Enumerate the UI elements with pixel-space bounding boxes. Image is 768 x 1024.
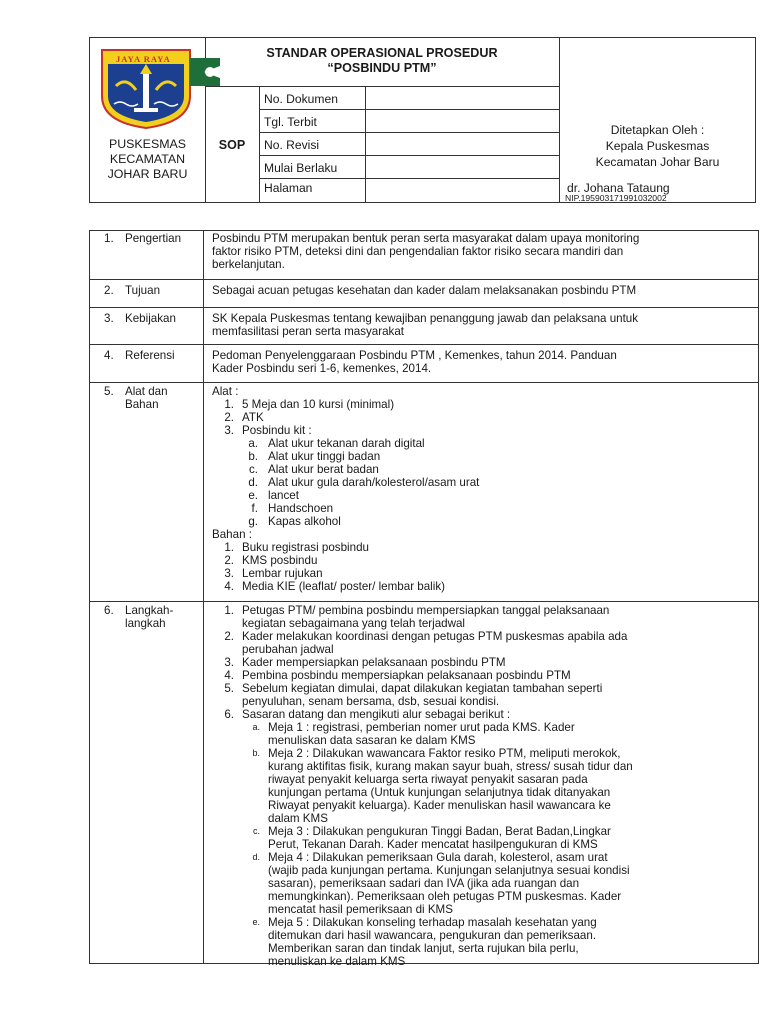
jaya-raya-logo xyxy=(98,46,198,128)
meja-item xyxy=(212,721,752,734)
meja-item-continuation xyxy=(212,773,752,786)
list-text: Posbindu kit : xyxy=(242,424,312,437)
organization-name xyxy=(90,137,205,182)
list-text: Buku registrasi posbindu xyxy=(242,541,369,554)
signer-line-3: Kecamatan Johar Baru xyxy=(595,155,720,169)
section-number: 3. xyxy=(104,312,114,325)
meja-item-continuation xyxy=(212,838,752,851)
step-item xyxy=(212,604,752,617)
meja-text: kurang aktifitas fisik, kurang makan sayur buah, stress/ susah tidur dan xyxy=(268,760,633,773)
meja-item-continuation xyxy=(212,734,752,747)
body-line: Pedoman Penyelenggaraan Posbindu PTM , Kemenkes, tahun 2014. Panduan xyxy=(212,349,617,362)
meta-halaman: Halaman xyxy=(264,181,313,195)
list-text: ATK xyxy=(242,411,264,424)
step-item-continuation xyxy=(212,643,752,656)
org-line-1: PUSKESMAS xyxy=(108,137,187,151)
list-text: Alat ukur tinggi badan xyxy=(268,450,381,463)
section-body-kebijakan xyxy=(212,312,752,338)
meja-text: menuliskan ke dalam KMS xyxy=(268,955,406,968)
section-number: 2. xyxy=(104,284,114,297)
step-text: Kader mempersiapkan pelaksanaan posbindu PTM xyxy=(242,656,506,669)
list-text: Handschoen xyxy=(268,502,334,515)
list-marker: 1. xyxy=(224,398,234,411)
meja-text: Perut, Tekanan Darah. Kader mencatat hasilpengukuran di KMS xyxy=(268,838,598,851)
section-title: Pengertian xyxy=(125,232,182,245)
meja-text: ditemukan dari hasil wawancara, pengukuran dan pemeriksaan. xyxy=(268,929,597,942)
list-text: Alat ukur gula darah/kolesterol/asam urat xyxy=(268,476,480,489)
section-title-line: Alat dan xyxy=(125,385,168,398)
meja-text: kunjungan pertama (Untuk kunjungan selanjutnya tidak ditanyakan xyxy=(268,786,611,799)
meta-mulai-berlaku: Mulai Berlaku xyxy=(264,161,338,175)
meja-text: riwayat penyakit keluarga serta riwayat penyakit sasaran pada xyxy=(268,773,588,786)
org-line-2: KECAMATAN xyxy=(109,152,186,166)
step-item xyxy=(212,682,752,695)
section-body-tujuan xyxy=(212,284,752,297)
step-text: Petugas PTM/ pembina posbindu mempersiapkan tanggal pelaksanaan xyxy=(242,604,610,617)
meja-text: sasaran), pemeriksaan sadari dan IVA (jika ada ruangan dan xyxy=(268,877,580,890)
step-item-continuation xyxy=(212,617,752,630)
signer-nip: NIP.195903171991032002 xyxy=(565,193,667,203)
section-body-alat-bahan xyxy=(212,385,752,593)
list-marker: 1. xyxy=(224,541,234,554)
meja-item-continuation xyxy=(212,812,752,825)
sop-header xyxy=(89,37,756,203)
step-item xyxy=(212,656,752,669)
step-text: Sebelum kegiatan dimulai, dapat dilakukan kegiatan tambahan seperti xyxy=(242,682,603,695)
list-text: Media KIE (leaflat/ poster/ lembar balik) xyxy=(242,580,445,593)
meja-marker: c. xyxy=(252,826,260,836)
step-text: Kader melakukan koordinasi dengan petugas PTM puskesmas apabila ada xyxy=(242,630,628,643)
kit-item xyxy=(212,515,752,528)
body-line: Sebagai acuan petugas kesehatan dan kader dalam melaksanakan posbindu PTM xyxy=(212,284,637,297)
list-marker: f. xyxy=(251,502,258,515)
meja-item-continuation xyxy=(212,929,752,942)
list-item xyxy=(212,580,752,593)
section-number: 5. xyxy=(104,385,114,398)
meja-marker: b. xyxy=(252,748,260,758)
list-marker: a. xyxy=(248,437,258,450)
section-title: Tujuan xyxy=(125,284,161,297)
meja-item-continuation xyxy=(212,864,752,877)
meja-text: Meja 3 : Dilakukan pengukuran Tinggi Badan, Berat Badan,Lingkar xyxy=(268,825,611,838)
step-marker: 3. xyxy=(224,656,234,669)
body-line: Kader Posbindu seri 1-6, kemenkes, 2014. xyxy=(212,362,432,375)
signer-line-1: Ditetapkan Oleh : xyxy=(610,123,705,137)
meta-tgl-terbit: Tgl. Terbit xyxy=(264,115,317,129)
signer-name: dr. Johana Tataung xyxy=(567,181,670,195)
section-title-line: Bahan xyxy=(125,398,159,411)
step-text: Sasaran datang dan mengikuti alur sebagai berikut : xyxy=(242,708,511,721)
meja-text: dalam KMS xyxy=(268,812,328,825)
list-item xyxy=(212,424,752,437)
logo-text: JAYA RAYA xyxy=(116,54,171,64)
meja-item xyxy=(212,825,752,838)
list-marker: 3. xyxy=(224,567,234,580)
kit-item xyxy=(212,463,752,476)
step-item xyxy=(212,630,752,643)
step-text: Pembina posbindu mempersiapkan pelaksanaan posbindu PTM xyxy=(242,669,571,682)
step-marker: 1. xyxy=(224,604,234,617)
list-item xyxy=(212,567,752,580)
section-body-langkah xyxy=(212,604,752,968)
meja-item-continuation xyxy=(212,942,752,955)
meja-text: memungkinkan). Pemeriksaan oleh petugas PTM puskesmas. Kader xyxy=(268,890,622,903)
list-item xyxy=(212,411,752,424)
alat-heading: Alat : xyxy=(212,385,239,398)
meta-no-revisi: No. Revisi xyxy=(264,138,320,152)
section-title xyxy=(125,385,203,411)
list-text: Alat ukur berat badan xyxy=(268,463,379,476)
list-text: 5 Meja dan 10 kursi (minimal) xyxy=(242,398,395,411)
kit-item xyxy=(212,489,752,502)
list-marker: 2. xyxy=(224,554,234,567)
meta-no-dokumen: No. Dokumen xyxy=(264,92,338,106)
step-item xyxy=(212,708,752,721)
kit-item xyxy=(212,502,752,515)
body-line: SK Kepala Puskesmas tentang kewajiban penanggung jawab dan pelaksana untuk xyxy=(212,312,639,325)
meja-marker: e. xyxy=(252,917,260,927)
title-line-1: STANDAR OPERASIONAL PROSEDUR xyxy=(266,46,498,60)
list-text: Kapas alkohol xyxy=(268,515,341,528)
step-text: penyuluhan, senam bersama, dsb, sesuai kondisi. xyxy=(242,695,500,708)
section-number: 6. xyxy=(104,604,114,617)
section-title: Kebijakan xyxy=(125,312,176,325)
list-marker: g. xyxy=(248,515,258,528)
section-body-referensi xyxy=(212,349,752,375)
step-text: kegiatan sebagaimana yang telah terjadwal xyxy=(242,617,466,630)
meja-marker: d. xyxy=(252,852,260,862)
meja-text: mencatat hasil pemeriksaan di KMS xyxy=(268,903,453,916)
list-marker: 2. xyxy=(224,411,234,424)
meja-item-continuation xyxy=(212,903,752,916)
org-line-3: JOHAR BARU xyxy=(107,167,188,181)
meja-item-continuation xyxy=(212,955,752,968)
list-marker: 4. xyxy=(224,580,234,593)
meja-text: Meja 1 : registrasi, pemberian nomer urut pada KMS. Kader xyxy=(268,721,575,734)
list-text: lancet xyxy=(268,489,299,502)
meja-item xyxy=(212,747,752,760)
body-line: Posbindu PTM merupakan bentuk peran serta masyarakat dalam upaya monitoring xyxy=(212,232,640,245)
meja-item-continuation xyxy=(212,799,752,812)
list-text: KMS posbindu xyxy=(242,554,318,567)
meja-text: Memberikan saran dan tindak lanjut, serta rujukan bila perlu, xyxy=(268,942,579,955)
meja-item xyxy=(212,851,752,864)
meja-text: Meja 2 : Dilakukan wawancara Faktor resiko PTM, meliputi merokok, xyxy=(268,747,621,760)
list-text: Alat ukur tekanan darah digital xyxy=(268,437,425,450)
body-line: faktor risiko PTM, deteksi dini dan pengendalian faktor risiko secara mandiri dan xyxy=(212,245,624,258)
meja-item-continuation xyxy=(212,786,752,799)
meja-item-continuation xyxy=(212,877,752,890)
meja-text: menuliskan data sasaran ke dalam KMS xyxy=(268,734,476,747)
meja-text: (wajib pada kunjungan pertama. Kunjungan selanjutnya sesuai kondisi xyxy=(268,864,630,877)
section-title-line: langkah xyxy=(125,617,166,630)
list-marker: c. xyxy=(248,463,258,476)
section-title: Referensi xyxy=(125,349,175,362)
list-marker: 3. xyxy=(224,424,234,437)
sop-content-table xyxy=(89,230,759,968)
list-marker: b. xyxy=(248,450,258,463)
meja-text: Meja 5 : Dilakukan konseling terhadap masalah kesehatan yang xyxy=(268,916,597,929)
title-line-2: “POSBINDU PTM” xyxy=(327,61,437,75)
bahan-heading: Bahan : xyxy=(212,528,252,541)
meja-text: Meja 4 : Dilakukan pemeriksaan Gula darah, kolesterol, asam urat xyxy=(268,851,608,864)
section-number: 4. xyxy=(104,349,114,362)
meja-text: Riwayat penyakit keluarga). Kader menuliskan hasil wawancara ke xyxy=(268,799,611,812)
body-line: berkelanjutan. xyxy=(212,258,285,271)
signer-block xyxy=(559,122,756,170)
sop-code: SOP xyxy=(218,138,246,152)
section-number: 1. xyxy=(104,232,114,245)
kit-item xyxy=(212,476,752,489)
kit-item xyxy=(212,437,752,450)
signer-line-2: Kepala Puskesmas xyxy=(605,139,710,153)
step-marker: 4. xyxy=(224,669,234,682)
meja-item xyxy=(212,916,752,929)
meja-marker: a. xyxy=(252,722,260,732)
step-item xyxy=(212,669,752,682)
step-marker: 6. xyxy=(224,708,234,721)
step-marker: 5. xyxy=(224,682,234,695)
meja-item-continuation xyxy=(212,890,752,903)
list-text: Lembar rujukan xyxy=(242,567,323,580)
section-title-line: Langkah- xyxy=(125,604,174,617)
section-body-pengertian xyxy=(212,232,752,271)
list-marker: d. xyxy=(248,476,258,489)
document-title xyxy=(205,46,559,76)
section-title xyxy=(125,604,203,630)
step-item-continuation xyxy=(212,695,752,708)
step-marker: 2. xyxy=(224,630,234,643)
step-text: perubahan jadwal xyxy=(242,643,334,656)
kit-item xyxy=(212,450,752,463)
list-item xyxy=(212,554,752,567)
list-item xyxy=(212,398,752,411)
list-marker: e. xyxy=(248,489,258,502)
list-item xyxy=(212,541,752,554)
body-line: memfasilitasi peran serta masyarakat xyxy=(212,325,405,338)
meja-item-continuation xyxy=(212,760,752,773)
